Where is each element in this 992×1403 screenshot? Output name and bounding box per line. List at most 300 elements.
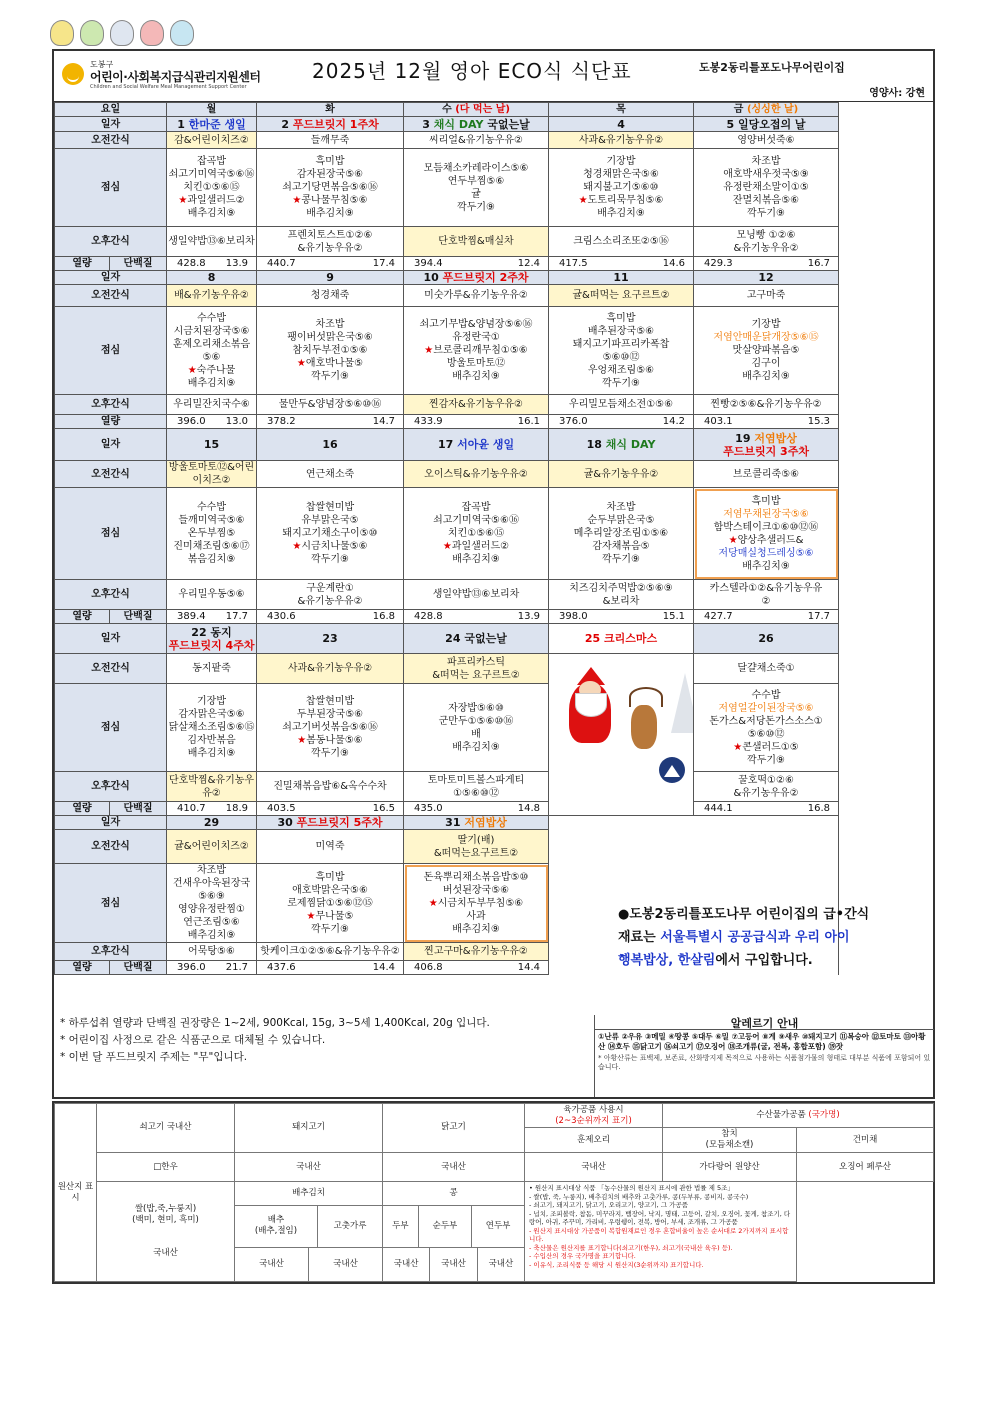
menu-item: 깍두기⑨ (747, 208, 785, 219)
energy-cell (167, 257, 257, 271)
menu-item: 유정란국① (452, 332, 500, 343)
origin-pepper: 고춧가루 (333, 1220, 367, 1231)
menu-item: 잡곡밥 (461, 502, 491, 513)
lunch-cell (404, 488, 549, 580)
energy-value: 440.7 (267, 258, 296, 269)
date-num: 25 (584, 632, 601, 645)
energy-cell (549, 415, 694, 429)
origin-head-note: (백미, 현미, 흑미) (132, 1215, 199, 1226)
origin-legal (525, 1182, 797, 1282)
day-tue: 화 (257, 103, 404, 117)
pm-snack (694, 772, 839, 802)
dow-label: 요일 (55, 103, 167, 117)
day-thu: 목 (549, 103, 694, 117)
menu-item: 찹쌀현미밥 (305, 502, 355, 513)
menu-item: 기장밥 (606, 156, 636, 167)
date-label: 일자 (55, 429, 167, 461)
menu-item: 감자맑은국⑤⑥ (178, 709, 245, 720)
am-snack: 미숫가루&유기농우유② (404, 285, 549, 307)
energy-cell (167, 415, 257, 429)
energy-label: 열량 (55, 415, 167, 429)
protein-value: 14.4 (372, 962, 396, 973)
menu-item: &보리차 (602, 595, 640, 607)
protein-value: 21.7 (225, 962, 249, 973)
menu-item: 훈제오리채소볶음⑤⑥ (172, 338, 251, 363)
am-snack-label: 오전간식 (55, 285, 167, 307)
menu-item: 모닝빵 ①②⑥ (736, 229, 796, 241)
menu-item: 수수밥 (197, 502, 226, 513)
lunch-label: 점심 (55, 488, 167, 580)
allergy-title: 알레르기 안내 (595, 1015, 934, 1030)
energy-value: 430.6 (267, 611, 296, 622)
pm-snack: 핫케이크①②⑤⑥&유기농우유② (257, 943, 404, 961)
energy-cell (257, 257, 404, 271)
am-snack: 귤&유기농우유② (549, 461, 694, 488)
protein-value: 18.9 (225, 803, 249, 814)
lunch-cell (167, 864, 257, 943)
menu-item: 로제찜닭①⑤⑥⑫⑮ (287, 897, 373, 909)
origin-head-note: (배추,절임) (254, 1226, 298, 1237)
protein-value: 15.3 (807, 416, 831, 427)
lunch-cell (257, 488, 404, 580)
origin-value: 오징어 페루산 (797, 1152, 934, 1182)
star-icon: ★ (442, 541, 452, 552)
energy-value: 417.5 (559, 258, 588, 269)
day-wed-note: (다 먹는 날) (455, 104, 510, 115)
menu-item: 깍두기⑨ (457, 201, 495, 213)
origin-tofu: 두부 (383, 1206, 418, 1247)
star-icon: ★ (296, 358, 306, 369)
date-event: 크리스마스 (604, 632, 658, 645)
date-event: 일당오접의 날 (737, 117, 806, 131)
am-snack: 귤&어린이치즈② (167, 830, 257, 864)
energy-cell (257, 610, 404, 624)
menu-item: 버섯된장국⑤⑥ (442, 884, 510, 896)
menu-item: 꿀호떡①②⑥ (738, 774, 794, 786)
pm-snack: 찐빵②⑤⑥&유기농우유② (694, 395, 839, 415)
am-snack (404, 830, 549, 864)
menu-item: &유기농우유② (297, 242, 363, 254)
mascot-icon (140, 20, 164, 46)
menu-item: &유기농우유② (733, 242, 799, 254)
menu-item: 배추김치⑨ (187, 377, 236, 389)
energy-label: 열량 (55, 802, 110, 816)
am-snack-label: 오전간식 (55, 461, 167, 488)
am-snack: 동지팥죽 (167, 654, 257, 684)
am-snack: 귤&떠먹는 요구르트② (549, 285, 694, 307)
menu-item: 참치두부전①⑤⑥ (292, 345, 368, 356)
am-snack-label: 오전간식 (55, 830, 167, 864)
pm-snack: 생일약밥⑬⑥보리차 (167, 227, 257, 257)
menu-item: 깍두기⑨ (311, 923, 349, 935)
protein-value: 14.7 (372, 416, 396, 427)
origin-value: 국내산 (333, 1259, 358, 1270)
am-snack: 영양버섯죽⑥ (694, 132, 839, 149)
date-event: 푸드브릿지 1주차 (292, 117, 379, 131)
origin-kimchi-values (235, 1248, 383, 1282)
protein-value: 16.5 (372, 803, 396, 814)
am-snack-label: 오전간식 (55, 132, 167, 149)
energy-cell (404, 802, 549, 816)
pm-snack-label: 오후간식 (55, 943, 167, 961)
menu-item: 치즈김치주먹밥②⑤⑥⑨ (569, 582, 673, 594)
energy-value: 394.4 (414, 258, 443, 269)
pm-snack: 찐감자&유기농우유② (404, 395, 549, 415)
note-line: * 어린이집 사정으로 같은 식품군으로 대체될 수 있습니다. (60, 1034, 326, 1046)
pm-snack: 진밀채볶음밥⑥&옥수수차 (257, 772, 404, 802)
menu-item: 콩나물무침⑤⑥ (301, 195, 368, 206)
menu-item: 팽이버섯맑은국⑤⑥ (287, 332, 373, 343)
am-snack: 달걀채소죽① (694, 654, 839, 684)
menu-item: 시금치두부무침⑤⑥ (437, 897, 524, 909)
menu-item: 감자채볶음⑤ (592, 541, 650, 552)
note-line: * 하루섭취 열량과 단백질 권장량은 1~2세, 900Kcal, 15g, 3~5세 1,400Kcal, 20g 입니다. (60, 1017, 490, 1029)
menu-item: 돼지고기채소구이⑤⑩ (282, 528, 378, 539)
origin-meatproc (525, 1104, 663, 1128)
menu-item: 저염얼갈이된장국⑤⑥ (718, 702, 814, 714)
menu-item: 모듬채소카레라이스⑤⑥ (423, 162, 529, 174)
origin-seaproc (663, 1104, 934, 1128)
menu-item: 애호박나물⑤ (305, 358, 364, 369)
pm-snack: 단호박찜&유기농우유② (167, 772, 257, 802)
lunch-cell (694, 307, 839, 395)
menu-item: 흑미밥 (751, 495, 781, 507)
menu-item: 우엉채조림⑤⑥ (587, 364, 655, 376)
day-fri (694, 103, 839, 117)
origin-value: 국내산 (383, 1152, 525, 1182)
menu-item: 흑미밥 (315, 156, 345, 167)
lunch-cell (257, 684, 404, 772)
energy-label: 열량 (55, 961, 110, 975)
menu-item: 무나물⑤ (315, 910, 354, 922)
lunch-cell (404, 684, 549, 772)
lunch-cell (257, 864, 404, 943)
origin-head: 수산물가공품 (756, 1110, 806, 1121)
allergy-note: * 아황산류는 표백제, 보존료, 산화방지제 목적으로 사용하는 식품첨가물의 형태로 대부분 식품에 포함되어 있습니다. (598, 1054, 931, 1071)
menu-item: ①⑤⑥⑩⑫ (453, 787, 499, 799)
menu-item: 볶음김치⑨ (187, 554, 236, 565)
legal-line: • 원산지 표시대상 식품 「농수산물의 원산지 표시에 관한 법률 제 5조」 (529, 1184, 734, 1193)
origin-value: 국내산 (525, 1152, 663, 1182)
lunch-cell (404, 864, 549, 943)
legal-line: - 이유식, 조리식품 등 해당 시 원산지(3순위까지) 표기합니다. (529, 1260, 704, 1269)
menu-item: 배추김치⑨ (187, 930, 236, 941)
energy-label: 열량 (55, 610, 110, 624)
purchase-line (618, 926, 930, 949)
protein-value: 16.8 (807, 803, 831, 814)
protein-value: 17.4 (372, 258, 396, 269)
date-31 (404, 816, 549, 830)
energy-cell (694, 415, 839, 429)
date-event: 채식 DAY (605, 438, 656, 451)
pm-snack-label: 오후간식 (55, 580, 167, 610)
logo-district: 도봉구 (90, 60, 114, 69)
pm-snack (257, 227, 404, 257)
menu-item: 돼지불고기⑤⑥⑩ (583, 182, 659, 193)
am-snack: 사과&유기농우유② (257, 654, 404, 684)
allergy-box (594, 1015, 934, 1097)
menu-item: 군만두①⑤⑥⑩⑯ (438, 715, 514, 727)
pm-snack (257, 580, 404, 610)
date-num: 3 (422, 117, 430, 131)
menu-item: 양상추샐러드& (737, 534, 804, 546)
protein-value: 13.9 (517, 611, 541, 622)
energy-value: 396.0 (177, 416, 206, 427)
menu-item: &떠먹는요구르트② (433, 847, 519, 859)
menu-item: 맛살양파볶음⑤ (732, 345, 800, 356)
date-event: 한마준 생일 (188, 117, 246, 131)
energy-value: 403.5 (267, 803, 296, 814)
menu-item: 배추김치⑨ (306, 208, 354, 219)
energy-value: 389.4 (177, 611, 206, 622)
menu-item: 찹쌀현미밥 (305, 696, 355, 707)
am-snack: 고구마죽 (694, 285, 839, 307)
menu-item: 파프리카스틱 (447, 656, 505, 668)
am-snack: 들깨무죽 (257, 132, 404, 149)
origin-value: 가다랑어 원양산 (663, 1152, 797, 1182)
legal-line: - 수입산의 경우 국가명을 표기합니다. (529, 1252, 636, 1261)
menu-item: 감자된장국⑤⑥ (296, 169, 364, 180)
menu-item: 청경채맑은국⑤⑥ (583, 169, 659, 180)
date-num: 30 (277, 816, 293, 829)
origin-duck: 훈제오리 (525, 1128, 663, 1152)
energy-value: 428.8 (177, 258, 206, 269)
origin-bean: 콩 (383, 1182, 525, 1205)
protein-value: 14.6 (662, 258, 686, 269)
date-22 (167, 624, 257, 654)
legal-line: - 쇠고기, 돼지고기, 닭고기, 오리고기, 양고기, 그 가공품 (529, 1201, 688, 1210)
menu-item: 돈가스&저당돈가스소스① (709, 715, 823, 727)
menu-item: 치킨①⑤⑥⑮ (183, 182, 240, 193)
header (54, 51, 933, 102)
date-16: 16 (257, 429, 404, 461)
energy-cell (404, 610, 549, 624)
allergy-list: ①난류 ②우유 ③메밀 ④땅콩 ⑤대두 ⑥밀 ⑦고등어 ⑧게 ⑨새우 ⑩돼지고기 ⑪복숭아 ⑫토마토 ⑬아황산 ⑭호두 ⑮닭고기 ⑯쇠고기 ⑰오징어 ⑱조개류(굴, 전복, 홍합포함) ⑲잣 (598, 1032, 926, 1051)
am-snack: 방울토마토⑫&어린이치즈② (167, 461, 257, 488)
origin-yeondubu: 연두부 (485, 1220, 511, 1231)
protein-value: 16.8 (372, 611, 396, 622)
menu-item: 배추김치⑨ (187, 748, 236, 759)
origin-anchovy: 건미채 (797, 1128, 934, 1152)
date-29: 29 (167, 816, 257, 830)
menu-item: 함박스테이크①⑥⑩⑫⑯ (713, 521, 819, 533)
menu-item: 배추김치⑨ (597, 208, 645, 219)
date-num: 1 (177, 117, 185, 131)
menu-item: 봄동나물⑤⑥ (306, 735, 363, 746)
date-num: 19 (735, 431, 751, 445)
menu-item: 쇠고기미역국⑤⑥⑯ (433, 515, 519, 526)
pm-snack (404, 772, 549, 802)
protein-label: 단백질 (110, 610, 167, 624)
energy-cell (167, 610, 257, 624)
lunch-cell (404, 307, 549, 395)
energy-cell (167, 802, 257, 816)
mascot-icon (80, 20, 104, 46)
lunch-cell (694, 684, 839, 772)
menu-item: 숙주나물 (196, 364, 236, 376)
origin-kimchi-sub (235, 1205, 383, 1247)
star-icon: ★ (187, 364, 197, 376)
origin-value: 국내산 (153, 1248, 178, 1259)
lunch-label: 점심 (55, 307, 167, 395)
menu-item: &유기농우유② (297, 595, 363, 607)
origin-beef: 쇠고기 국내산 (97, 1104, 235, 1153)
am-snack: 사과&유기농우유② (549, 132, 694, 149)
day-wed-label: 수 (442, 104, 452, 115)
menu-item: 프렌치토스트①②⑥ (287, 229, 373, 241)
protein-value: 14.8 (517, 803, 541, 814)
date-num: 31 (445, 816, 461, 829)
energy-cell (404, 415, 549, 429)
origin-bean-sub (383, 1205, 525, 1247)
menu-item: 배 (471, 728, 481, 740)
date-num: 24 (445, 632, 461, 645)
energy-value: 429.3 (704, 258, 733, 269)
origin-value: 국내산 (430, 1248, 478, 1281)
origin-pork: 돼지고기 (235, 1104, 383, 1153)
date-label: 일자 (55, 816, 167, 830)
menu-item: 저당매실청드레싱⑤⑥ (718, 547, 814, 559)
pm-snack-label: 오후간식 (55, 227, 167, 257)
menu-item: 저염무채된장국⑤⑥ (723, 508, 809, 520)
date-8: 8 (167, 271, 257, 285)
protein-label: 단백질 (110, 257, 167, 271)
menu-item: ⑤⑥⑩⑫ (602, 351, 640, 363)
date-num: 5 (726, 117, 735, 131)
pm-snack-label: 오후간식 (55, 772, 167, 802)
mountain-logo-icon (659, 757, 685, 783)
date-event: 저염밥상 (464, 816, 507, 829)
menu-item: 온두부찜⑤ (187, 528, 236, 539)
energy-cell (167, 961, 257, 975)
menu-item: 배추김치⑨ (742, 371, 790, 382)
menu-item: 닭살채소조림⑤⑥⑮ (168, 722, 255, 733)
energy-value: 403.1 (704, 416, 733, 427)
energy-cell (694, 802, 839, 816)
menu-item: 잔멸치볶음⑤⑥ (732, 195, 800, 206)
date-25 (549, 624, 694, 654)
menu-item: 흑미밥 (315, 871, 345, 883)
am-snack: 연근채소죽 (257, 461, 404, 488)
energy-cell (404, 961, 549, 975)
origin-head: 참치 (721, 1129, 738, 1140)
origin-value: 국내산 (235, 1152, 383, 1182)
origin-value: 국내산 (235, 1248, 309, 1281)
lunch-cell (694, 488, 839, 580)
menu-item: 잡곡밥 (197, 156, 226, 167)
logo-name: 어린이·사회복지급식관리지원센터 (90, 70, 261, 84)
menu-item: 도토리묵무침⑤⑥ (587, 195, 664, 206)
menu-item: 기장밥 (751, 319, 781, 330)
date-18 (549, 429, 694, 461)
date-label: 일자 (55, 624, 167, 654)
lunch-label: 점심 (55, 684, 167, 772)
date-23: 23 (257, 624, 404, 654)
date-num: 18 (586, 438, 602, 451)
protein-value: 17.7 (225, 611, 249, 622)
menu-item: 쇠고기미역국⑤⑥⑯ (168, 169, 255, 180)
menu-item: 들깨미역국⑤⑥ (178, 515, 245, 526)
purchase-text: 에서 구입합니다. (715, 953, 813, 968)
menu-item: 깍두기⑨ (747, 754, 785, 766)
pm-snack (694, 227, 839, 257)
lunch-cell (167, 684, 257, 772)
mascot-row (50, 20, 194, 48)
menu-item: 콘샐러드①⑤ (742, 741, 799, 753)
star-icon: ★ (424, 345, 434, 356)
menu-item: 자장밥⑤⑥⑩ (448, 702, 504, 714)
origin-kimchi: 배추김치 (235, 1182, 383, 1205)
date-event: 푸드브릿지 2주차 (442, 271, 529, 284)
menu-item: 과일샐러드② (187, 195, 245, 206)
mascot-icon (50, 20, 74, 46)
lunch-cell (167, 149, 257, 227)
menu-item: 영양유정란찜① (178, 904, 245, 915)
lunch-cell (167, 307, 257, 395)
star-icon: ★ (733, 741, 743, 753)
energy-value: 406.8 (414, 962, 443, 973)
origin-kimchi-cabbage (235, 1206, 318, 1247)
date-1 (167, 117, 257, 132)
reindeer-icon (631, 705, 657, 749)
energy-cell (257, 415, 404, 429)
menu-item: 김구이 (751, 358, 781, 369)
date-event: 푸드브릿지 3주차 (723, 444, 809, 458)
date-24 (404, 624, 549, 654)
legal-line: - 원산지 표시대상 가공품이 복합원재료인 경우 혼합비율이 높은 순서대로 2가지까지 표시합니다. (529, 1226, 789, 1244)
star-icon: ★ (292, 541, 302, 552)
pm-snack: 크림스소리조또②⑤⑯ (549, 227, 694, 257)
menu-item: 차조밥 (315, 319, 345, 330)
menu-item: 저염안매운닭개장⑤⑥⑮ (713, 332, 819, 343)
date-10 (404, 271, 549, 285)
menu-item: 애호박새우젓국⑤⑨ (723, 169, 809, 180)
tree-icon (671, 673, 694, 733)
menu-item: 배추김치⑨ (452, 554, 500, 565)
origin-rice (97, 1182, 235, 1282)
origin-head-note: (국가명) (808, 1110, 840, 1121)
energy-cell (404, 257, 549, 271)
purchase-note (618, 903, 930, 972)
energy-value: 427.7 (704, 611, 733, 622)
date-label: 일자 (55, 117, 167, 132)
menu-item: 쇠고기무밥&양념장⑤⑥⑯ (419, 319, 533, 330)
energy-cell (257, 802, 404, 816)
menu-item: 순두부맑은국⑤ (587, 515, 655, 526)
pm-snack: 우리밀우동⑤⑥ (167, 580, 257, 610)
protein-value: 13.0 (225, 416, 249, 427)
lunch-cell (549, 149, 694, 227)
am-snack: 배&유기농우유② (167, 285, 257, 307)
date-4: 4 (549, 117, 694, 132)
energy-cell (694, 610, 839, 624)
star-icon: ★ (178, 195, 188, 206)
note-line: * 이번 달 푸드브릿지 주제는 "무"입니다. (60, 1051, 248, 1063)
protein-value: 16.7 (807, 258, 831, 269)
origin-value: 국내산 (383, 1248, 430, 1281)
menu-item: 브로콜리깨무침①⑤⑥ (433, 345, 528, 356)
menu-item: ⑤⑥⑩⑫ (747, 728, 785, 740)
menu-item: 깍두기⑨ (311, 554, 349, 565)
protein-value: 13.9 (225, 258, 249, 269)
date-event: 국없는날 (464, 632, 507, 645)
menu-item: 연두부찜⑤⑥ (447, 175, 505, 187)
protein-value: 14.2 (662, 416, 686, 427)
menu-item: 깍두기⑨ (311, 748, 349, 759)
pm-snack-label: 오후간식 (55, 395, 167, 415)
purchase-text: 행복밥상, 한살림 (618, 953, 716, 968)
date-event: 저염밥상 (754, 431, 797, 445)
